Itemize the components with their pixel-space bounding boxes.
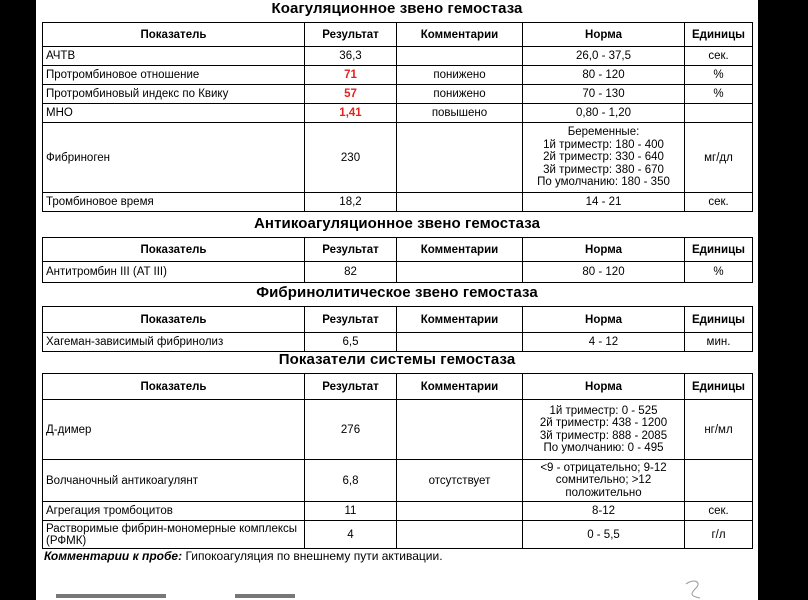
norm-value — [523, 123, 685, 193]
header-result: Результат — [305, 307, 397, 333]
norm-line: 2й триместр: 438 - 1200 — [539, 417, 668, 429]
header-norm: Норма — [523, 23, 685, 47]
comment-value: отсутствует — [397, 460, 523, 502]
indicator-name: Антитромбин III (AT III) — [43, 262, 305, 283]
comment-value — [397, 400, 523, 460]
norm-value: 14 - 21 — [523, 193, 685, 212]
table-header-row — [43, 307, 753, 333]
header-indicator: Показатель — [43, 374, 305, 400]
indicator-name: Д-димер — [43, 400, 305, 460]
section-title-anticoagulation: Антикоагуляционное звено гемостаза — [253, 215, 541, 232]
header-units: Единицы — [685, 238, 753, 262]
indicator-name: Волчаночный антикоагулянт — [43, 460, 305, 502]
header-indicator: Показатель — [43, 23, 305, 47]
table-row — [43, 333, 753, 352]
norm-line: По умолчанию: 180 - 350 — [537, 176, 670, 189]
right-dark-border — [758, 0, 808, 600]
comment-value — [397, 502, 523, 521]
norm-line: 2й триместр: 330 - 640 — [543, 151, 664, 164]
comment-value — [397, 333, 523, 352]
norm-value: 70 - 130 — [523, 85, 685, 104]
result-value: 276 — [305, 400, 397, 460]
norm-line: 1й триместр: 0 - 525 — [549, 404, 658, 417]
table-row — [43, 66, 753, 85]
section-title-coagulation: Коагуляционное звено гемостаза — [271, 0, 523, 17]
norm-line: сомнительно; >12 — [555, 474, 652, 487]
lab-report-page — [36, 0, 758, 600]
header-norm: Норма — [523, 374, 685, 400]
norm-value: 8-12 — [523, 502, 685, 521]
section-title-fibrinolytic: Фибринолитическое звено гемостаза — [256, 284, 538, 301]
comment-value — [397, 123, 523, 193]
comment-value — [397, 262, 523, 283]
table-row — [43, 460, 753, 502]
indicator-name: Тромбиновое время — [43, 193, 305, 212]
sample-comment — [44, 549, 443, 563]
unit-value: сек. — [685, 47, 753, 66]
sample-comment-label: Комментарии к пробе: — [44, 549, 183, 563]
norm-line: По умолчанию: 0 - 495 — [543, 442, 664, 454]
section-title-hemostasis-system: Показатели системы гемостаза — [278, 351, 516, 368]
signature-mark — [678, 578, 718, 600]
norm-value — [523, 460, 685, 502]
left-dark-border — [0, 0, 36, 600]
indicator-name: Протромбиновое отношение — [43, 66, 305, 85]
norm-value: 0 - 5,5 — [523, 521, 685, 549]
cropped-footer-line — [56, 590, 536, 600]
cropped-text-fragment — [235, 594, 295, 598]
table-row — [43, 400, 753, 460]
result-value: 18,2 — [305, 193, 397, 212]
norm-line: Беременные: — [567, 126, 640, 139]
comment-value — [397, 47, 523, 66]
unit-value: г/л — [685, 521, 753, 549]
sample-comment-text: Гипокоагуляция по внешнему пути активации. — [182, 549, 443, 563]
table-row — [43, 193, 753, 212]
header-indicator: Показатель — [43, 307, 305, 333]
table-row — [43, 262, 753, 283]
result-value-abnormal: 1,41 — [305, 104, 397, 123]
indicator-name: Агрегация тромбоцитов — [43, 502, 305, 521]
header-result: Результат — [305, 23, 397, 47]
comment-value — [397, 521, 523, 549]
norm-value: 80 - 120 — [523, 262, 685, 283]
table-row — [43, 47, 753, 66]
header-norm: Норма — [523, 238, 685, 262]
unit-value — [685, 104, 753, 123]
comment-value: понижено — [397, 85, 523, 104]
result-value: 11 — [305, 502, 397, 521]
header-result: Результат — [305, 238, 397, 262]
norm-line: 3й триместр: 380 - 670 — [543, 163, 664, 176]
unit-value: мг/дл — [685, 123, 753, 193]
indicator-name: МНО — [43, 104, 305, 123]
unit-value: % — [685, 262, 753, 283]
unit-value: нг/мл — [685, 400, 753, 460]
header-units: Единицы — [685, 307, 753, 333]
indicator-name: Фибриноген — [43, 123, 305, 193]
table-row — [43, 502, 753, 521]
cropped-text-fragment — [56, 594, 166, 598]
unit-value: % — [685, 85, 753, 104]
norm-value: 0,80 - 1,20 — [523, 104, 685, 123]
norm-value — [523, 400, 685, 460]
norm-line: положительно — [565, 486, 642, 499]
table-row — [43, 521, 753, 549]
header-units: Единицы — [685, 23, 753, 47]
table-row — [43, 85, 753, 104]
indicator-name: Растворимые фибрин-мономерные комплексы (РФМК) — [43, 521, 305, 549]
header-comments: Комментарии — [397, 307, 523, 333]
table-hemostasis-system — [42, 373, 753, 549]
result-value: 36,3 — [305, 47, 397, 66]
table-row — [43, 104, 753, 123]
norm-value: 26,0 - 37,5 — [523, 47, 685, 66]
norm-value: 80 - 120 — [523, 66, 685, 85]
comment-value: понижено — [397, 66, 523, 85]
result-value: 6,8 — [305, 460, 397, 502]
unit-value: сек. — [685, 502, 753, 521]
result-value: 82 — [305, 262, 397, 283]
result-value: 4 — [305, 521, 397, 549]
comment-value — [397, 193, 523, 212]
table-coagulation — [42, 22, 753, 212]
header-comments: Комментарии — [397, 238, 523, 262]
result-value: 6,5 — [305, 333, 397, 352]
unit-value: мин. — [685, 333, 753, 352]
norm-value: 4 - 12 — [523, 333, 685, 352]
table-header-row — [43, 23, 753, 47]
table-fibrinolytic — [42, 306, 753, 352]
table-header-row — [43, 374, 753, 400]
header-norm: Норма — [523, 307, 685, 333]
table-row — [43, 123, 753, 193]
header-indicator: Показатель — [43, 238, 305, 262]
header-result: Результат — [305, 374, 397, 400]
unit-value — [685, 460, 753, 502]
header-units: Единицы — [685, 374, 753, 400]
header-comments: Комментарии — [397, 23, 523, 47]
comment-value: повышено — [397, 104, 523, 123]
result-value-abnormal: 57 — [305, 85, 397, 104]
result-value-abnormal: 71 — [305, 66, 397, 85]
norm-line: 3й триместр: 888 - 2085 — [539, 429, 668, 442]
table-header-row — [43, 238, 753, 262]
norm-line: 1й триместр: 180 - 400 — [543, 138, 664, 151]
unit-value: % — [685, 66, 753, 85]
result-value: 230 — [305, 123, 397, 193]
indicator-name: Протромбиновый индекс по Квику — [43, 85, 305, 104]
indicator-name: Хагеман-зависимый фибринолиз — [43, 333, 305, 352]
header-comments: Комментарии — [397, 374, 523, 400]
norm-line: <9 - отрицательно; 9-12 — [540, 461, 667, 474]
unit-value: сек. — [685, 193, 753, 212]
table-anticoagulation — [42, 237, 753, 283]
indicator-name: АЧТВ — [43, 47, 305, 66]
